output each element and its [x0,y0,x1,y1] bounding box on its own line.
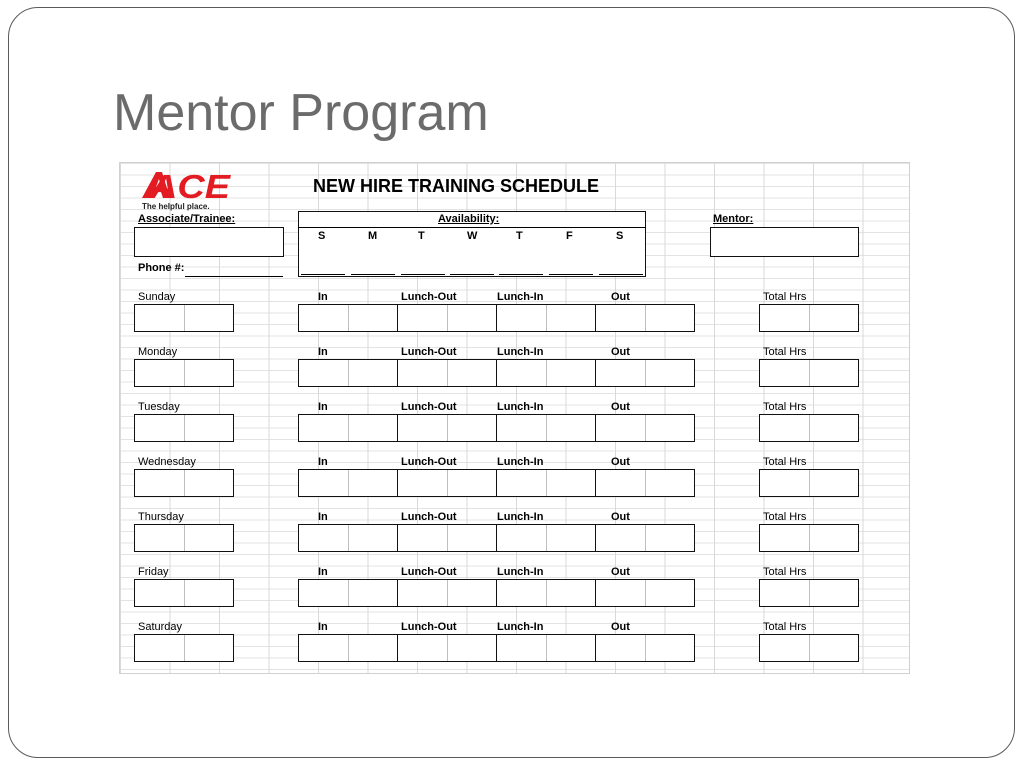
day-name-label: Sunday [138,291,176,303]
ace-logo-wordmark: ACE [148,168,232,205]
lunch-out-label: Lunch-Out [401,566,457,578]
day-entry-box[interactable] [134,634,234,662]
cell-divider [645,415,646,441]
day-name-label: Saturday [138,621,183,633]
lunch-in-label: Lunch-In [497,511,544,523]
cell-divider [645,525,646,551]
lunch-out-box[interactable] [397,359,497,387]
lunch-in-label: Lunch-In [497,566,544,578]
cell-divider [184,525,185,551]
total-hours-box[interactable] [759,579,859,607]
cell-divider [184,360,185,386]
cell-divider [184,580,185,606]
ace-logo-tagline: The helpful place. [142,202,210,211]
cell-divider [809,415,810,441]
cell-divider [809,470,810,496]
total-hours-label: Total Hrs [763,621,807,633]
cell-divider [348,360,349,386]
day-name-label: Friday [138,566,169,578]
day-entry-box[interactable] [134,304,234,332]
total-hours-label: Total Hrs [763,566,807,578]
cell-divider [447,580,448,606]
lunch-in-label: Lunch-In [497,456,544,468]
cell-divider [447,415,448,441]
cell-divider [809,525,810,551]
ace-logo-graphic [140,168,232,212]
total-hours-label: Total Hrs [763,511,807,523]
total-hours-label: Total Hrs [763,401,807,413]
time-in-box[interactable] [298,304,398,332]
lunch-in-label: Lunch-In [497,621,544,633]
availability-day-label: F [566,230,573,242]
cell-divider [809,360,810,386]
total-hours-box[interactable] [759,359,859,387]
cell-divider [348,635,349,661]
time-out-label: Out [611,621,630,633]
cell-divider [447,525,448,551]
day-entry-box[interactable] [134,524,234,552]
lunch-in-box[interactable] [496,414,596,442]
cell-divider [348,415,349,441]
time-in-label: In [318,291,328,303]
cell-divider [645,360,646,386]
availability-day-label: W [467,230,478,242]
day-name-label: Monday [138,346,178,358]
time-in-box[interactable] [298,469,398,497]
cell-divider [546,305,547,331]
time-out-label: Out [611,566,630,578]
availability-day-blank[interactable] [301,273,345,275]
time-out-label: Out [611,456,630,468]
cell-divider [645,635,646,661]
day-entry-box[interactable] [134,359,234,387]
lunch-out-label: Lunch-Out [401,456,457,468]
total-hours-label: Total Hrs [763,291,807,303]
total-hours-box[interactable] [759,634,859,662]
time-in-box[interactable] [298,634,398,662]
associate-name-field[interactable] [134,227,284,257]
form-title: NEW HIRE TRAINING SCHEDULE [313,176,600,196]
lunch-in-box[interactable] [496,359,596,387]
time-out-box[interactable] [595,579,695,607]
time-in-label: In [318,511,328,523]
time-in-box[interactable] [298,579,398,607]
lunch-in-label: Lunch-In [497,346,544,358]
cell-divider [546,580,547,606]
cell-divider [184,470,185,496]
time-in-label: In [318,566,328,578]
availability-day-blank[interactable] [401,273,445,275]
time-out-box[interactable] [595,634,695,662]
associate-label: Associate/Trainee: [138,213,236,225]
availability-day-label: S [616,230,624,242]
availability-day-blank[interactable] [351,273,395,275]
availability-day-label: S [318,230,326,242]
time-in-label: In [318,346,328,358]
lunch-in-box[interactable] [496,634,596,662]
availability-day-blank[interactable] [450,273,494,275]
lunch-out-label: Lunch-Out [401,401,457,413]
phone-field-line[interactable] [185,275,283,277]
lunch-out-box[interactable] [397,579,497,607]
time-out-label: Out [611,346,630,358]
day-name-label: Tuesday [138,401,180,413]
cell-divider [184,305,185,331]
lunch-out-label: Lunch-Out [401,511,457,523]
total-hours-label: Total Hrs [763,456,807,468]
lunch-in-box[interactable] [496,469,596,497]
day-name-label: Thursday [138,511,184,523]
total-hours-box[interactable] [759,414,859,442]
cell-divider [184,415,185,441]
cell-divider [546,525,547,551]
cell-divider [447,360,448,386]
lunch-in-label: Lunch-In [497,401,544,413]
lunch-out-label: Lunch-Out [401,346,457,358]
cell-divider [809,305,810,331]
availability-label: Availability: [438,213,500,225]
total-hours-box[interactable] [759,524,859,552]
time-in-label: In [318,401,328,413]
cell-divider [348,305,349,331]
lunch-in-box[interactable] [496,304,596,332]
time-out-box[interactable] [595,469,695,497]
cell-divider [546,415,547,441]
cell-divider [546,635,547,661]
lunch-in-box[interactable] [496,579,596,607]
day-name-label: Wednesday [138,456,196,468]
availability-header-rule [298,227,646,228]
lunch-out-box[interactable] [397,634,497,662]
cell-divider [546,360,547,386]
cell-divider [645,305,646,331]
time-in-label: In [318,621,328,633]
cell-divider [809,635,810,661]
availability-day-blank[interactable] [499,273,543,275]
lunch-out-box[interactable] [397,469,497,497]
availability-day-label: M [368,230,378,242]
cell-divider [546,470,547,496]
cell-divider [809,580,810,606]
lunch-out-box[interactable] [397,524,497,552]
time-out-label: Out [611,511,630,523]
cell-divider [348,470,349,496]
phone-label: Phone #: [138,262,185,274]
availability-day-label: T [516,230,523,242]
day-entry-box[interactable] [134,469,234,497]
cell-divider [447,305,448,331]
time-out-label: Out [611,291,630,303]
time-in-box[interactable] [298,414,398,442]
cell-divider [348,580,349,606]
time-out-box[interactable] [595,414,695,442]
cell-divider [447,635,448,661]
lunch-out-box[interactable] [397,414,497,442]
mentor-label: Mentor: [713,213,754,225]
lunch-in-box[interactable] [496,524,596,552]
lunch-in-label: Lunch-In [497,291,544,303]
ace-logo [140,168,232,212]
lunch-out-label: Lunch-Out [401,291,457,303]
cell-divider [447,470,448,496]
day-entry-box[interactable] [134,414,234,442]
time-out-label: Out [611,401,630,413]
slide-title: Mentor Program [113,84,489,142]
cell-divider [645,470,646,496]
time-out-box[interactable] [595,524,695,552]
cell-divider [645,580,646,606]
mentor-name-field[interactable] [710,227,859,257]
lunch-out-box[interactable] [397,304,497,332]
time-out-box[interactable] [595,304,695,332]
total-hours-box[interactable] [759,304,859,332]
total-hours-label: Total Hrs [763,346,807,358]
availability-day-blank[interactable] [549,273,593,275]
time-in-label: In [318,456,328,468]
cell-divider [348,525,349,551]
time-out-box[interactable] [595,359,695,387]
day-entry-box[interactable] [134,579,234,607]
total-hours-box[interactable] [759,469,859,497]
availability-day-label: T [418,230,425,242]
time-in-box[interactable] [298,359,398,387]
cell-divider [184,635,185,661]
time-in-box[interactable] [298,524,398,552]
lunch-out-label: Lunch-Out [401,621,457,633]
availability-day-blank[interactable] [599,273,643,275]
